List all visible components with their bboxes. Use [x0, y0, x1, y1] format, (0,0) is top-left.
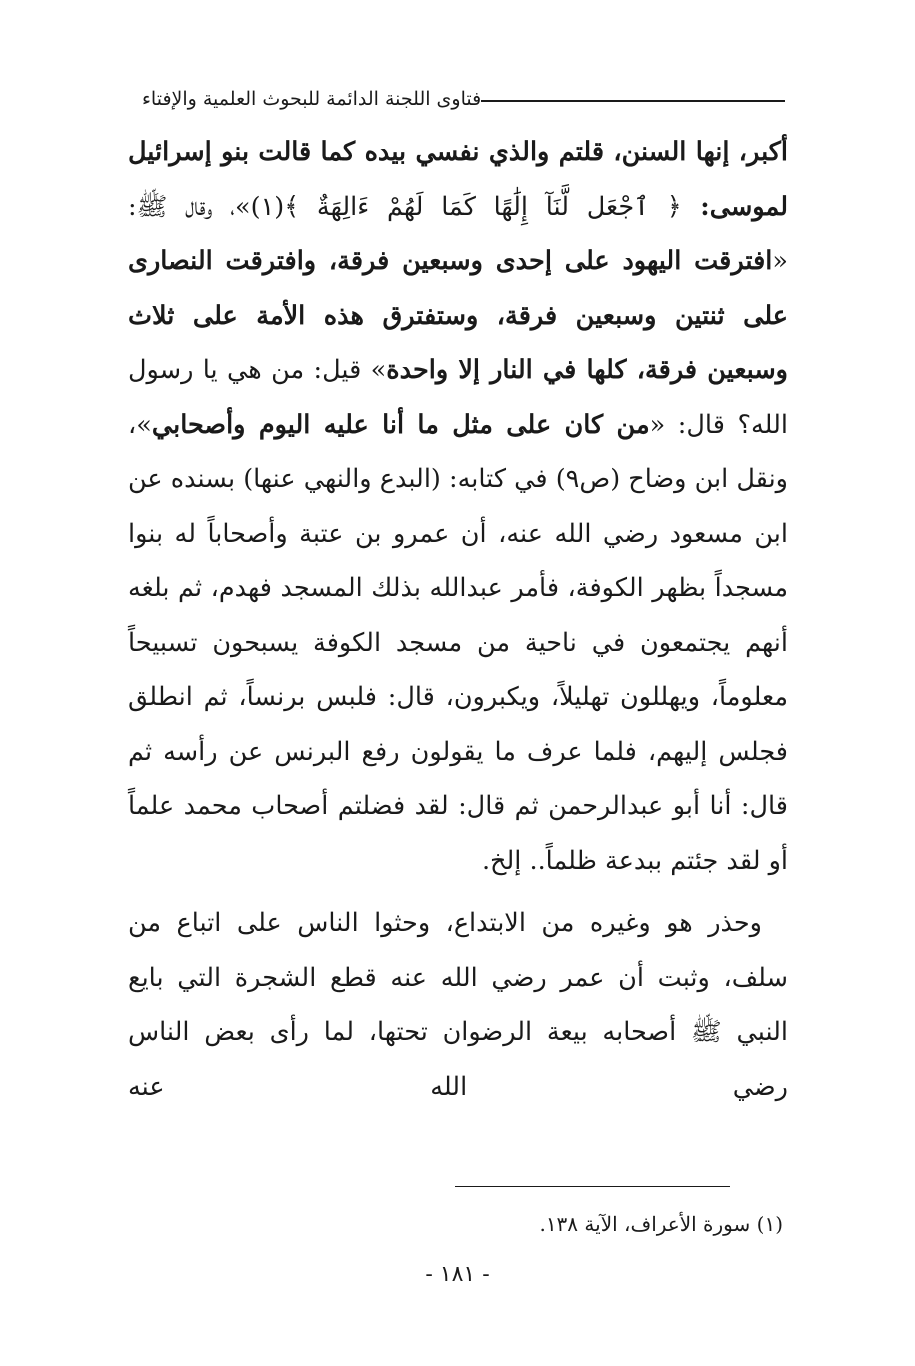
- paragraph-2: وحذر هو وغيره من الابتداع، وحثوا الناس على اتباع من سلف، وثبت أن عمر رضي الله عنه قطع الشجرة التي بايع النبي ﷺ أصحابه بيعة الرضوان تحتها، لما رأى بعض الناس رضي الله عنه: [128, 908, 788, 1102]
- page-number: - ١٨١ -: [425, 1262, 490, 1287]
- footnote-rule: [455, 1186, 730, 1187]
- body-text: [128, 125, 788, 1114]
- quran-verse: ﴿ ٱجْعَل لَّنَآ إِلَٰهًا كَمَا لَهُمْ ءَالِهَةٌ ﴾: [284, 191, 682, 222]
- running-header: [130, 88, 785, 110]
- header-rule: [481, 100, 785, 102]
- footnote-reference: (١)»، وقال ﷺ: «: [128, 191, 788, 276]
- paragraph-1: [128, 125, 788, 888]
- narration-text: » قيل: من هي يا رسول الله؟ قال: «: [128, 355, 788, 440]
- paragraph-1-continuation: »، ونقل ابن وضاح (ص٩) في كتابه: (البدع والنهي عنها) بسنده عن ابن مسعود رضي الله عنه، أن عمرو بن عتبة وأصحاباً له بنوا مسجداً بظهر الكوفة، فأمر عبدالله بذلك المسجد فهدم، ثم بلغه أنهم يجتمعون في ناحية من مسجد الكوفة يسبحون تسبيحاً معلوماً، ويهللون تهليلاً، ويكبرون، قال: فلبس برنساً، ثم انطلق فجلس إليهم، فلما عرف ما يقولون رفع البرنس عن رأسه ثم قال: أنا أبو عبدالرحمن ثم قال: لقد فضلتم أصحاب محمد علماً أو لقد جئتم ببدعة ظلماً.. إلخ.: [128, 409, 788, 876]
- hadith-quote-2: من كان على مثل ما أنا عليه اليوم وأصحابي: [151, 409, 650, 440]
- footnote: (١) سورة الأعراف، الآية ١٣٨.: [539, 1212, 783, 1236]
- paragraph-1-bold-lead: أكبر، إنها السنن، قلتم والذي نفسي بيده كما قالت بنو إسرائيل لموسى:: [128, 137, 788, 222]
- hadith-quote-1: افترقت اليهود على إحدى وسبعين فرقة، وافترقت النصارى على ثنتين وسبعين فرقة، وستفترق هذه الأمة على ثلاث وسبعين فرقة، كلها في النار إلا واحدة: [128, 246, 789, 385]
- header-title: فتاوى اللجنة الدائمة للبحوث العلمية والإفتاء: [142, 88, 482, 110]
